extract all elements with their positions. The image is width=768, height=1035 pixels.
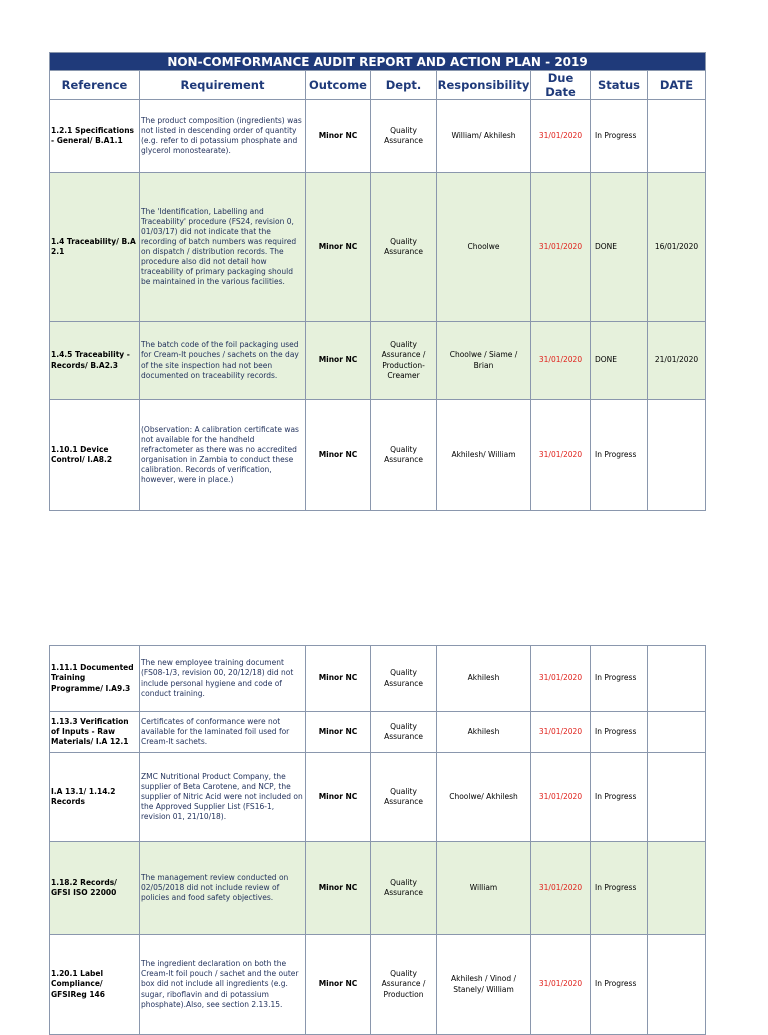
- cell-due-date: 31/01/2020: [531, 173, 591, 322]
- cell-requirement: Certificates of conformance were not available for the laminated foil used for Cream-It sachets.: [140, 712, 306, 753]
- cell-due-date: 31/01/2020: [531, 322, 591, 400]
- cell-dept: Quality Assurance: [371, 100, 437, 173]
- cell-dept: Quality Assurance: [371, 842, 437, 935]
- cell-dept: Quality Assurance: [371, 646, 437, 712]
- cell-reference: 1.4.5 Traceability - Records/ B.A2.3: [50, 322, 140, 400]
- cell-responsibility: Choolwe / Siame / Brian: [437, 322, 531, 400]
- report-title: NON-COMFORMANCE AUDIT REPORT AND ACTION PLAN - 2019: [50, 53, 706, 71]
- table-row: [50, 400, 706, 511]
- cell-date: [648, 935, 706, 1035]
- cell-responsibility: William/ Akhilesh: [437, 100, 531, 173]
- cell-date: [648, 100, 706, 173]
- cell-status: In Progress: [591, 935, 648, 1035]
- cell-date: [648, 842, 706, 935]
- cell-outcome: Minor NC: [306, 646, 371, 712]
- cell-reference: 1.4 Traceability/ B.A 2.1: [50, 173, 140, 322]
- cell-reference: 1.20.1 Label Compliance/ GFSIReg 146: [50, 935, 140, 1035]
- cell-outcome: Minor NC: [306, 400, 371, 511]
- cell-dept: Quality Assurance: [371, 400, 437, 511]
- cell-reference: 1.10.1 Device Control/ I.A8.2: [50, 400, 140, 511]
- cell-due-date: 31/01/2020: [531, 100, 591, 173]
- cell-reference: 1.13.3 Verification of Inputs - Raw Materials/ I.A 12.1: [50, 712, 140, 753]
- cell-status: In Progress: [591, 646, 648, 712]
- cell-requirement: The ingredient declaration on both the Cream-It foil pouch / sachet and the outer box did not include all ingredients (e.g. sugar, riboflavin and di potassium phosphate).Also, see section 2.13.15.: [140, 935, 306, 1035]
- table-row: [50, 322, 706, 400]
- cell-requirement: The management review conducted on 02/05/2018 did not include review of policies and food safety objectives.: [140, 842, 306, 935]
- cell-due-date: 31/01/2020: [531, 646, 591, 712]
- cell-responsibility: Akhilesh/ William: [437, 400, 531, 511]
- cell-reference: I.A 13.1/ 1.14.2 Records: [50, 753, 140, 842]
- table-row: [50, 842, 706, 935]
- cell-due-date: 31/01/2020: [531, 400, 591, 511]
- cell-status: In Progress: [591, 400, 648, 511]
- cell-date: [648, 712, 706, 753]
- cell-status: In Progress: [591, 842, 648, 935]
- col-header-dept: Dept.: [371, 71, 437, 100]
- cell-outcome: Minor NC: [306, 935, 371, 1035]
- cell-status: In Progress: [591, 712, 648, 753]
- cell-due-date: 31/01/2020: [531, 712, 591, 753]
- cell-requirement: The batch code of the foil packaging used for Cream-It pouches / sachets on the day of the site inspection had not been documented on traceability records.: [140, 322, 306, 400]
- cell-dept: Quality Assurance / Production: [371, 935, 437, 1035]
- cell-status: DONE: [591, 173, 648, 322]
- cell-requirement: The product composition (ingredients) was not listed in descending order of quantity (e.g. refer to di potassium phosphate and glycerol monostearate).: [140, 100, 306, 173]
- cell-dept: Quality Assurance: [371, 173, 437, 322]
- cell-date: [648, 646, 706, 712]
- col-header-reference: Reference: [50, 71, 140, 100]
- audit-table-2: [49, 645, 706, 1035]
- cell-status: DONE: [591, 322, 648, 400]
- table-row: [50, 753, 706, 842]
- audit-table-1: [49, 52, 706, 511]
- cell-outcome: Minor NC: [306, 712, 371, 753]
- cell-date: [648, 400, 706, 511]
- cell-date: 21/01/2020: [648, 322, 706, 400]
- table-row: [50, 646, 706, 712]
- cell-outcome: Minor NC: [306, 842, 371, 935]
- cell-responsibility: William: [437, 842, 531, 935]
- header-row: [50, 71, 706, 100]
- table-row: [50, 173, 706, 322]
- cell-responsibility: Akhilesh: [437, 646, 531, 712]
- col-header-responsibility: Responsibility: [437, 71, 531, 100]
- cell-due-date: 31/01/2020: [531, 753, 591, 842]
- cell-outcome: Minor NC: [306, 173, 371, 322]
- table-row: [50, 100, 706, 173]
- cell-outcome: Minor NC: [306, 100, 371, 173]
- col-header-due-date: Due Date: [531, 71, 591, 100]
- cell-date: [648, 753, 706, 842]
- cell-requirement: The new employee training document (FS08-1/3, revision 00, 20/12/18) did not include personal hygiene and code of conduct training.: [140, 646, 306, 712]
- cell-reference: 1.11.1 Documented Training Programme/ I.A9.3: [50, 646, 140, 712]
- cell-dept: Quality Assurance: [371, 753, 437, 842]
- cell-due-date: 31/01/2020: [531, 935, 591, 1035]
- cell-date: 16/01/2020: [648, 173, 706, 322]
- col-header-date: DATE: [648, 71, 706, 100]
- cell-status: In Progress: [591, 100, 648, 173]
- cell-status: In Progress: [591, 753, 648, 842]
- cell-reference: 1.18.2 Records/ GFSI ISO 22000: [50, 842, 140, 935]
- cell-outcome: Minor NC: [306, 753, 371, 842]
- cell-requirement: The 'Identification, Labelling and Traceability' procedure (FS24, revision 0, 01/03/17) did not indicate that the recording of batch numbers was required on dispatch / distribution records. The procedure also did not detail how traceability of primary packaging should be maintained in the various facilities.: [140, 173, 306, 322]
- cell-reference: 1.2.1 Specifications - General/ B.A1.1: [50, 100, 140, 173]
- cell-dept: Quality Assurance / Production- Creamer: [371, 322, 437, 400]
- table-row: [50, 935, 706, 1035]
- cell-requirement: ZMC Nutritional Product Company, the supplier of Beta Carotene, and NCP, the supplier of Nitric Acid were not included on the Approved Supplier List (FS16-1, revision 01, 21/10/18).: [140, 753, 306, 842]
- col-header-outcome: Outcome: [306, 71, 371, 100]
- cell-responsibility: Choolwe: [437, 173, 531, 322]
- cell-responsibility: Choolwe/ Akhilesh: [437, 753, 531, 842]
- col-header-status: Status: [591, 71, 648, 100]
- table-row: [50, 712, 706, 753]
- cell-requirement: (Observation: A calibration certificate was not available for the handheld refractometer as there was no accredited organisation in Zambia to conduct these calibration. Records of verification, however, were in place.): [140, 400, 306, 511]
- cell-outcome: Minor NC: [306, 322, 371, 400]
- cell-dept: Quality Assurance: [371, 712, 437, 753]
- cell-responsibility: Akhilesh: [437, 712, 531, 753]
- cell-due-date: 31/01/2020: [531, 842, 591, 935]
- col-header-requirement: Requirement: [140, 71, 306, 100]
- cell-responsibility: Akhilesh / Vinod / Stanely/ William: [437, 935, 531, 1035]
